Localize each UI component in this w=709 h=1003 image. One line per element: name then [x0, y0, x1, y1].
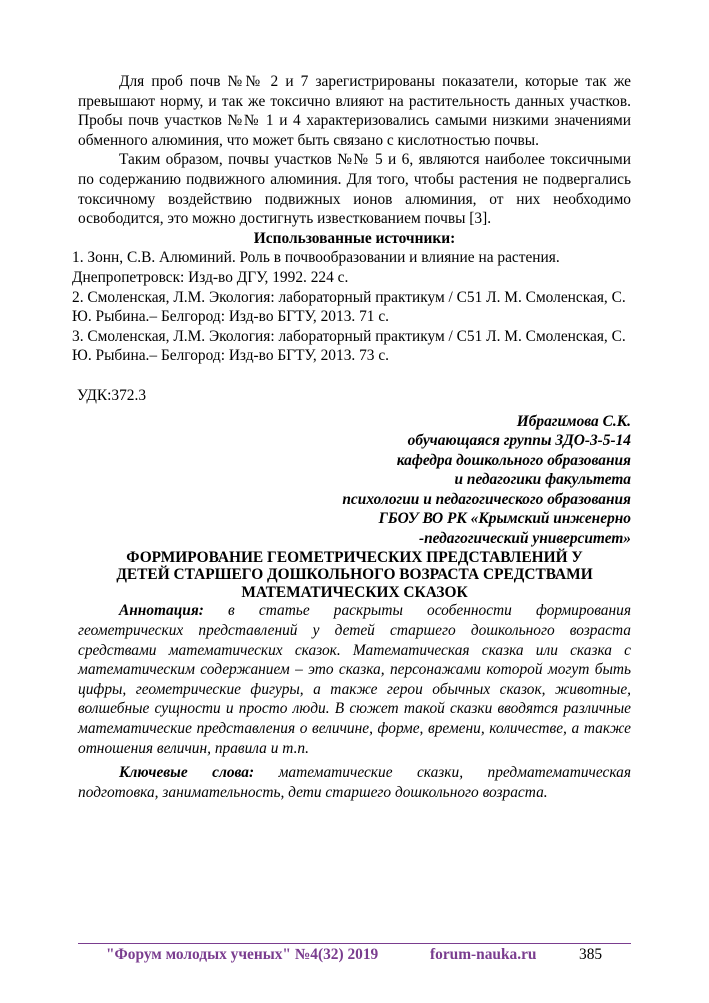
abstract-label: Аннотация: — [119, 602, 204, 620]
author-affiliation-line: и педагогики факультета — [454, 471, 631, 489]
body-paragraph-1: Для проб почв №№ 2 и 7 зарегистрированы показатели, которые так же превышают норму, и так же токсично влияют на растительность данных участков. Пробы почв участков №№ 1 и 4 характеризовались самыми низкими значениями обменного алюминия, что может быть связано с кислотностью почвы. — [78, 73, 631, 149]
footer-journal-title: "Форум молодых ученых" №4(32) 2019 — [106, 946, 379, 963]
title-line: ДЕТЕЙ СТАРШЕГО ДОШКОЛЬНОГО ВОЗРАСТА СРЕДСТВАМИ — [116, 566, 593, 584]
article-title — [78, 549, 631, 602]
author-block — [78, 412, 631, 549]
reference-item: 2. Смоленская, Л.М. Экология: лабораторный практикум / С51 Л. М. Смоленская, С. Ю. Рыбина.– Белгород: Изд-во БГТУ, 2013. 71 с. — [72, 288, 626, 326]
footer-site-link[interactable]: forum-nauka.ru — [430, 946, 537, 963]
references-list — [72, 248, 632, 366]
title-line: МАТЕМАТИЧЕСКИХ СКАЗОК — [241, 583, 468, 601]
keywords-text: математические сказки, предматематическая подготовка, занимательность, дети старшего дошкольного возраста. — [78, 764, 631, 801]
author-affiliation-line: ГБОУ ВО РК «Крымский инженерно — [378, 510, 631, 528]
abstract — [78, 601, 631, 758]
page-number: 385 — [579, 946, 603, 963]
reference-item: 1. Зонн, С.В. Алюминий. Роль в почвообразовании и влияние на растения. Днепропетровск: Изд-во ДГУ, 1992. 224 с. — [72, 249, 560, 286]
author-affiliation-line: кафедра дошкольного образования — [396, 451, 631, 469]
reference-item: 3. Смоленская, Л.М. Экология: лабораторный практикум / С51 Л. М. Смоленская, С. Ю. Рыбина.– Белгород: Изд-во БГТУ, 2013. 73 с. — [72, 327, 626, 365]
keywords — [78, 763, 631, 802]
title-line: ФОРМИРОВАНИЕ ГЕОМЕТРИЧЕСКИХ ПРЕДСТАВЛЕНИЙ У — [126, 548, 583, 566]
keywords-label: Ключевые слова: — [119, 764, 255, 782]
footer-divider — [78, 943, 631, 944]
udk-code: УДК:372.3 — [77, 386, 147, 404]
sources-heading: Использованные источники: — [253, 229, 456, 247]
author-affiliation-line: обучающаяся группы ЗДО-3-5-14 — [407, 432, 631, 450]
page-footer — [78, 946, 631, 968]
body-paragraph-2: Таким образом, почвы участков №№ 5 и 6, являются наиболее токсичными по содержанию подвижного алюминия. Для того, чтобы растения не подвергались токсичному воздействию подвижных ионов алюминия, от них необходимо освободится, это можно достигнуть известкованием почвы [3]. — [78, 151, 631, 228]
author-affiliation-line: -педагогический университет» — [419, 530, 631, 548]
author-affiliation-line: психологии и педагогического образования — [342, 490, 631, 508]
abstract-text: в статье раскрыты особенности формирования геометрических представлений у детей старшего дошкольного возраста средствами математических сказок. Математическая сказка или сказка с математическим содержанием – это сказка, персонажами которой могут быть цифры, геометрические фигуры, а также герои обычных сказок, животные, волшебные сущности и просто люди. В сюжет такой сказки вводятся различные математические представления о величине, форме, времени, количестве, а также отношения величин, правила и т.п. — [78, 602, 631, 757]
author-name: Ибрагимова С.К. — [516, 412, 631, 430]
page-content — [72, 72, 631, 802]
